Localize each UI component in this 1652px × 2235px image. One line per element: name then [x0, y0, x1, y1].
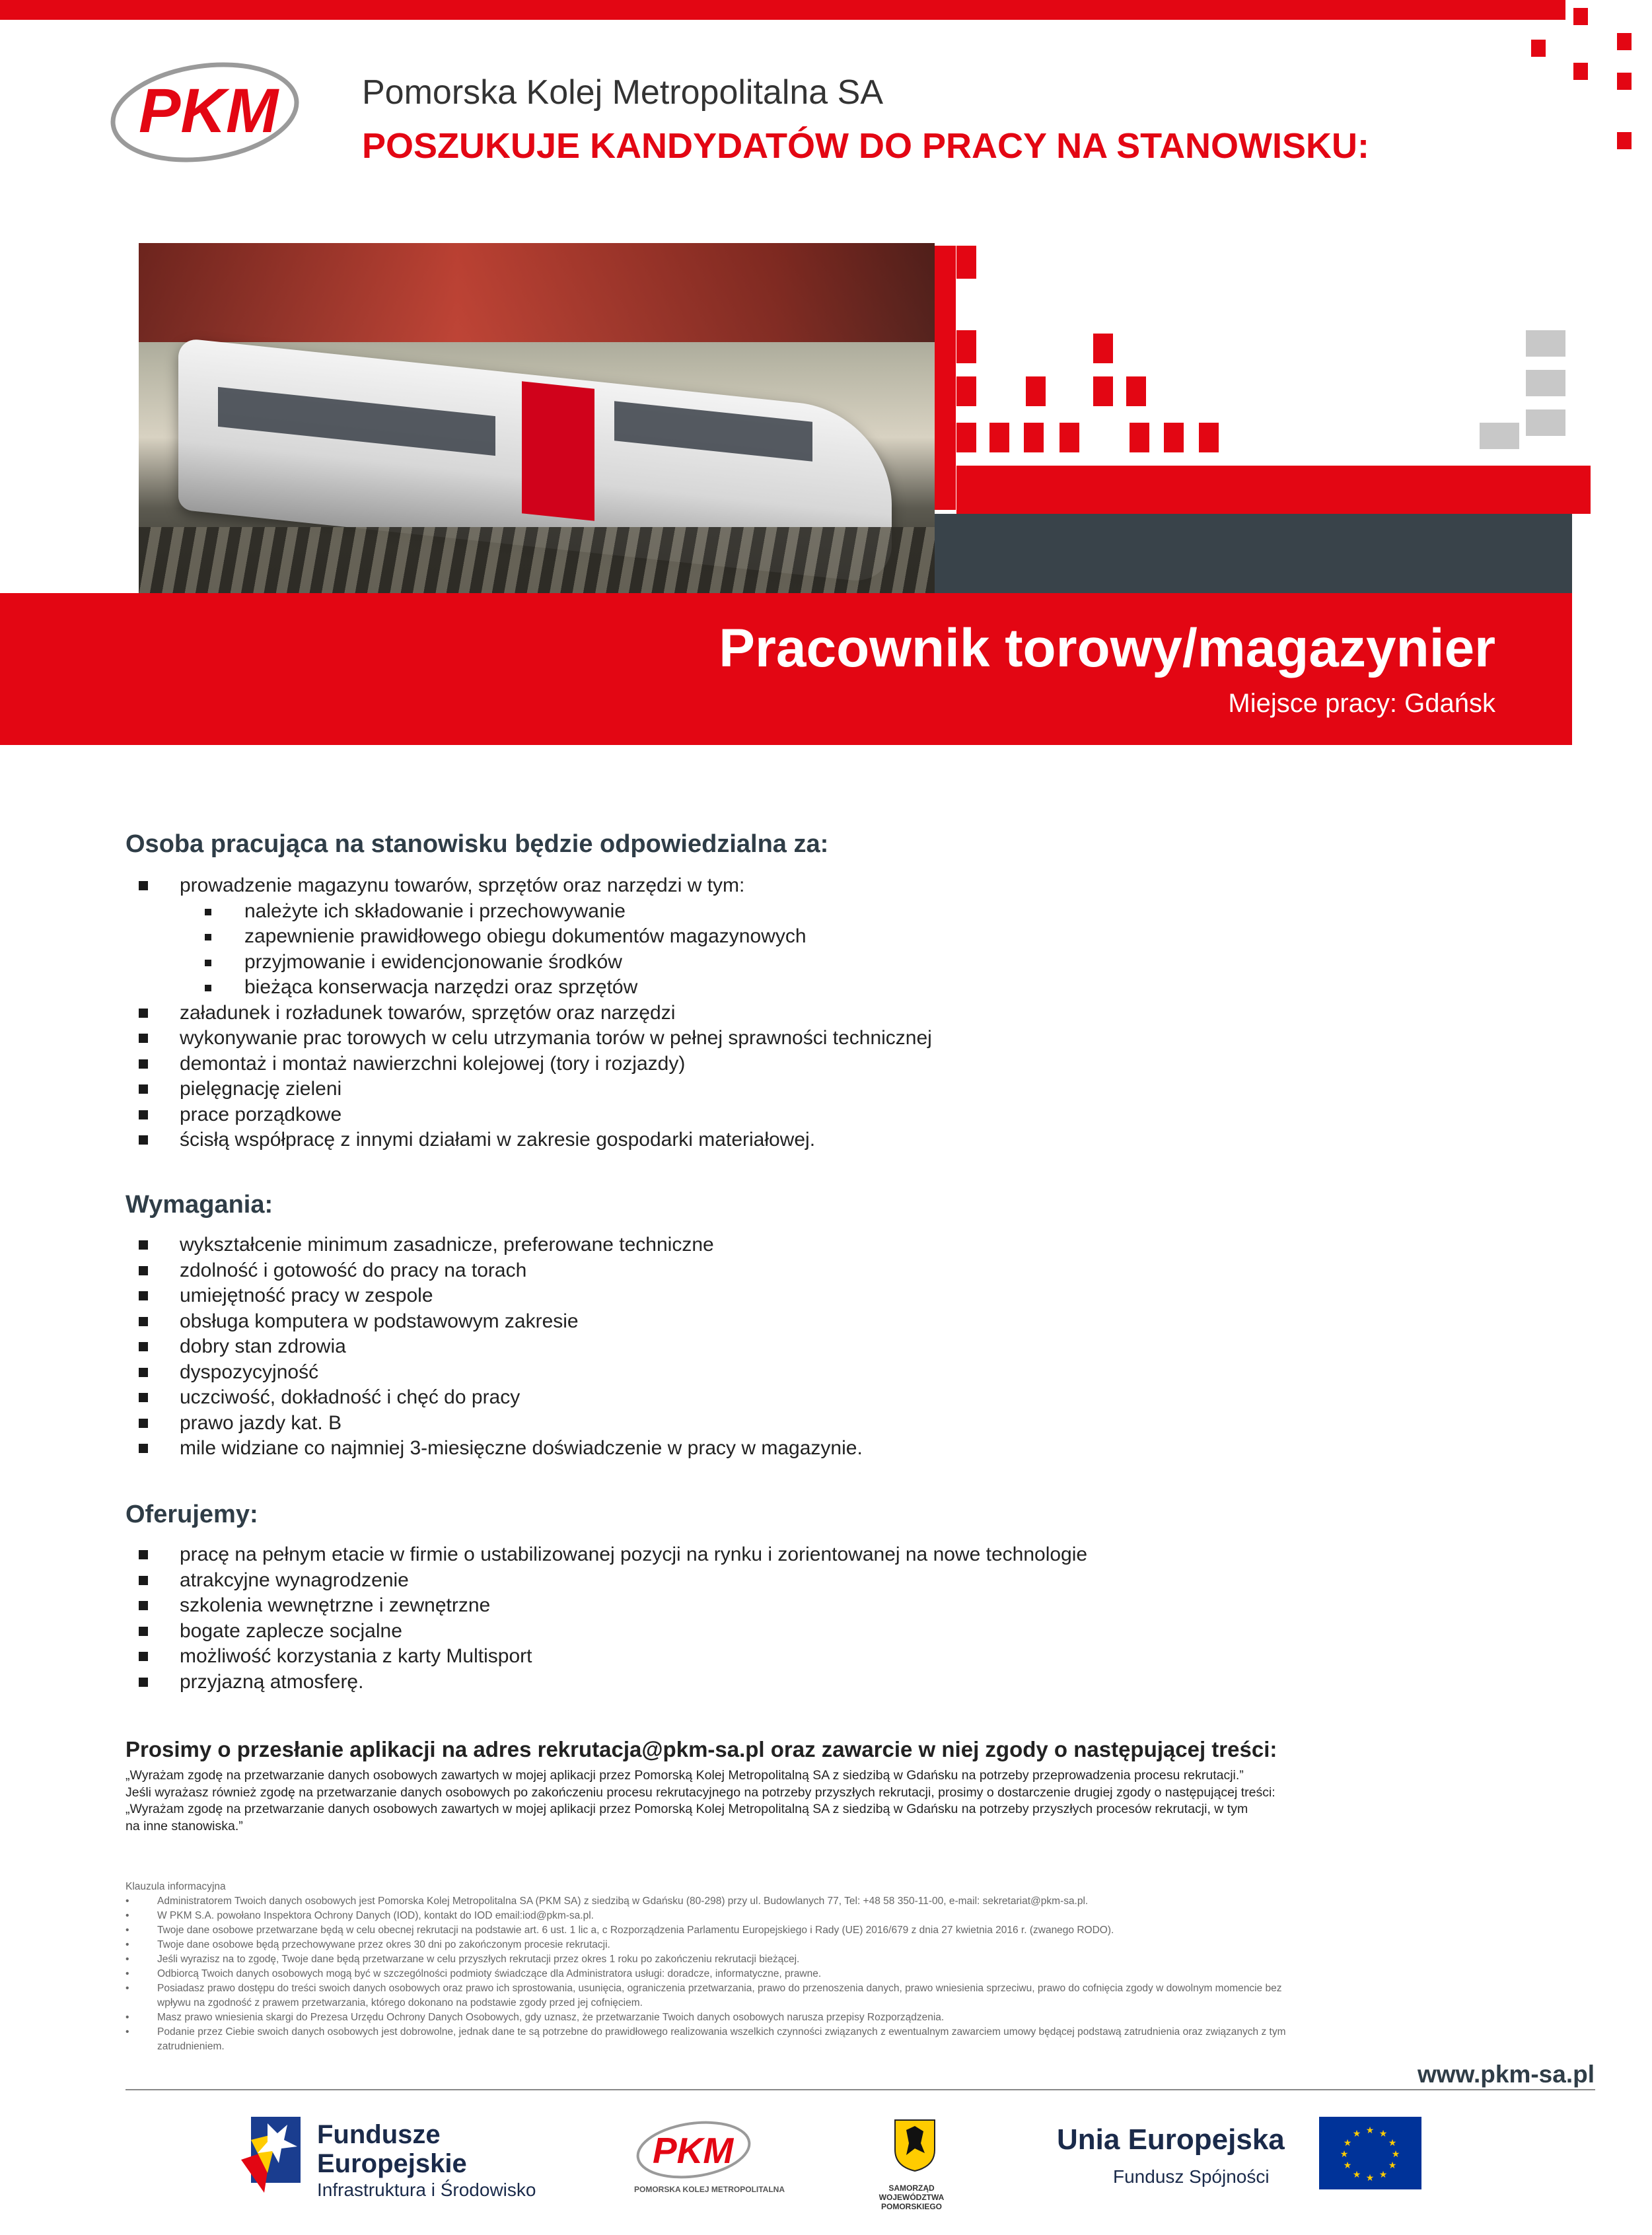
- responsibilities-heading: Osoba pracująca na stanowisku będzie odpowiedzialna za:: [126, 830, 829, 858]
- svg-text:★: ★: [1379, 2129, 1388, 2139]
- pomorskie-caption: SAMORZĄD WOJEWÓDZTWA POMORSKIEGO: [879, 2183, 945, 2211]
- pkm-caption: POMORSKA KOLEJ METROPOLITALNA: [634, 2185, 785, 2194]
- clause-item: • Twoje dane osobowe przetwarzane będą w celu obecnej rekrutacji na podstawie art. 6 ust. 1 lic a, c Rozporządzenia Parlamentu Europejskiego i Rady (UE) 2016/679 z dnia 27 kwietnia 2016 r. (zwanego RODO).: [126, 1923, 1546, 1938]
- list-item: dyspozycyjność: [139, 1360, 863, 1386]
- fe-subtitle: Infrastruktura i Środowisko: [317, 2180, 536, 2200]
- pomorskie-coat-of-arms: [892, 2117, 938, 2173]
- consent-line: Jeśli wyrażasz również zgodę na przetwarzanie danych osobowych po zakończeniu procesu rekrutacyjnego na potrzeby przyszłych rekrutacji, prosimy o dostarczenie drugiej zgody o następującej treści:: [126, 1785, 1275, 1800]
- clause-item: • Jeśli wyrazisz na to zgodę, Twoje dane będą przetwarzane w celu przyszłych rekrutacji przez okres 1 roku po zakończeniu rekrutacji bieżącej.: [126, 1952, 1546, 1967]
- clause-item: • Administratorem Twoich danych osobowych jest Pomorska Kolej Metropolitalna SA (PKM SA) z siedzibą w Gdańsku (80-298) przy ul. Budowlanych 77, Tel: +48 58 350-11-00, e-mail: sekretariat@pkm-sa.pl.: [126, 1894, 1546, 1909]
- seeking-heading: POSZUKUJE KANDYDATÓW DO PRACY NA STANOWISKU:: [362, 126, 1370, 166]
- consent-line: na inne stanowiska.”: [126, 1818, 243, 1833]
- svg-text:★: ★: [1340, 2149, 1349, 2160]
- svg-text:★: ★: [1343, 2160, 1352, 2171]
- requirements-list: [139, 1232, 863, 1462]
- list-item: przyjmowanie i ewidencjonowanie środków: [139, 950, 932, 976]
- list-item: atrakcyjne wynagrodzenie: [139, 1568, 1087, 1594]
- list-item: bogate zaplecze socjalne: [139, 1619, 1087, 1645]
- list-item: prawo jazdy kat. B: [139, 1411, 863, 1437]
- clause-item: • Odbiorcą Twoich danych osobowych mogą być w szczególności podmioty świadczące dla Administratora usługi: doradcze, informatyczne, prawne.: [126, 1967, 1546, 1981]
- clause-item: • Podanie przez Ciebie swoich danych osobowych jest dobrowolne, jednak dane te są potrzebne do prawidłowego realizowania wszelkich czynności związanych z ewentualnym zawarciem umowy będącej podstawą zatrudnienia oraz związanych z tym: [126, 2025, 1546, 2040]
- job-title: Pracownik torowy/magazynier: [719, 618, 1495, 678]
- hero-train-photo: [139, 243, 935, 596]
- list-item: zapewnienie prawidłowego obiegu dokumentów magazynowych: [139, 924, 932, 950]
- list-item: zdolność i gotowość do pracy na torach: [139, 1258, 863, 1284]
- top-red-bar: [0, 0, 1565, 20]
- list-item: prace porządkowe: [139, 1102, 932, 1128]
- list-item: ścisłą współpracę z innymi działami w zakresie gospodarki materiałowej.: [139, 1127, 932, 1153]
- svg-text:★: ★: [1391, 2149, 1400, 2160]
- ue-title: Unia Europejska: [1057, 2123, 1285, 2156]
- list-item: należyte ich składowanie i przechowywanie: [139, 899, 932, 925]
- responsibilities-list: [139, 873, 932, 1153]
- fe-title: Fundusze Europejskie: [317, 2120, 467, 2178]
- svg-text:★: ★: [1388, 2160, 1397, 2171]
- list-item: dobry stan zdrowia: [139, 1334, 863, 1360]
- pkm-logo: [106, 40, 304, 185]
- list-item: demontaż i montaż nawierzchni kolejowej (tory i rozjazdy): [139, 1051, 932, 1077]
- list-item: wykształcenie minimum zasadnicze, preferowane techniczne: [139, 1232, 863, 1258]
- svg-text:★: ★: [1379, 2170, 1388, 2180]
- clause-item: • Masz prawo wniesienia skargi do Prezesa Urzędu Ochrony Danych Osobowych, gdy uznasz, że przetwarzanie Twoich danych osobowych narusza przepisy Rozporządzenia.: [126, 2010, 1546, 2025]
- list-item: szkolenia wewnętrzne i zewnętrzne: [139, 1593, 1087, 1619]
- information-clause: [126, 1880, 1546, 2054]
- list-item: przyjazną atmosferę.: [139, 1670, 1087, 1695]
- consent-line: „Wyrażam zgodę na przetwarzanie danych osobowych zawartych w mojej aplikacji przez Pomorską Kolej Metropolitalną SA z siedzibą w Gdańsku na potrzeby przyszłych procesów rekrutacji, w tym: [126, 1802, 1248, 1816]
- ue-subtitle: Fundusz Spójności: [1113, 2166, 1270, 2187]
- svg-text:★: ★: [1352, 2170, 1361, 2180]
- pkm-footer-logo: [634, 2113, 753, 2186]
- eu-flag: [1319, 2117, 1421, 2189]
- clause-item-continued: wpływu na zgodność z prawem przetwarzania, którego dokonano na podstawie zgody przed jej cofnięciem.: [157, 1997, 643, 2008]
- list-item: umiejętność pracy w zespole: [139, 1283, 863, 1309]
- svg-text:★: ★: [1352, 2129, 1361, 2139]
- list-item: obsługa komputera w podstawowym zakresie: [139, 1309, 863, 1335]
- footer-divider: [126, 2089, 1595, 2090]
- list-item: pracę na pełnym etacie w firmie o ustabilizowanej pozycji na rynku i zorientowanej na nowe technologie: [139, 1542, 1087, 1568]
- list-item: uczciwość, dokładność i chęć do pracy: [139, 1385, 863, 1411]
- job-location: Miejsce pracy: Gdańsk: [1228, 689, 1495, 718]
- fundusze-europejskie-logo: [238, 2110, 310, 2196]
- clause-item-continued: zatrudnieniem.: [157, 2041, 225, 2052]
- clause-item: • W PKM S.A. powołano Inspektora Ochrony Danych (IOD), kontakt do IOD email:iod@pkm-sa.pl.: [126, 1909, 1546, 1923]
- clause-title: Klauzula informacyjna: [126, 1881, 226, 1892]
- svg-text:PKM: PKM: [653, 2130, 734, 2171]
- requirements-heading: Wymagania:: [126, 1191, 273, 1219]
- clause-item: • Twoje dane osobowe będą przechowywane przez okres 30 dni po zakończonym procesie rekrutacji.: [126, 1938, 1546, 1952]
- clause-item: • Posiadasz prawo dostępu do treści swoich danych osobowych oraz prawo ich sprostowania, usunięcia, ograniczenia przetwarzania, prawo do przenoszenia danych, prawo wniesienia sprzeciwu, prawo do cofnięcia zgody w dowolnym momencie bez: [126, 1981, 1546, 1996]
- pkm-logo-text: PKM: [139, 76, 279, 146]
- company-name: Pomorska Kolej Metropolitalna SA: [362, 73, 884, 112]
- list-item: pielęgnację zieleni: [139, 1077, 932, 1102]
- svg-text:★: ★: [1365, 2125, 1375, 2136]
- list-item: bieżąca konserwacja narzędzi oraz sprzętów: [139, 975, 932, 1001]
- offer-heading: Oferujemy:: [126, 1501, 258, 1528]
- offer-list: [139, 1542, 1087, 1695]
- list-item: możliwość korzystania z karty Multisport: [139, 1644, 1087, 1670]
- list-item: prowadzenie magazynu towarów, sprzętów oraz narzędzi w tym:: [139, 873, 932, 899]
- list-item: załadunek i rozładunek towarów, sprzętów oraz narzędzi: [139, 1001, 932, 1026]
- consent-line: „Wyrażam zgodę na przetwarzanie danych osobowych zawartych w mojej aplikacji przez Pomorską Kolej Metropolitalną SA z siedzibą w Gdańsku na potrzeby przeprowadzenia procesu rekrutacji.”: [126, 1768, 1244, 1783]
- website-link[interactable]: www.pkm-sa.pl: [1418, 2061, 1595, 2088]
- list-item: mile widziane co najmniej 3-miesięczne doświadczenie w pracy w magazynie.: [139, 1436, 863, 1462]
- svg-text:★: ★: [1343, 2138, 1352, 2148]
- consent-text: [126, 1767, 1546, 1835]
- list-item: wykonywanie prac torowych w celu utrzymania torów w pełnej sprawności technicznej: [139, 1026, 932, 1051]
- application-heading: Prosimy o przesłanie aplikacji na adres rekrutacja@pkm-sa.pl oraz zawarcie w niej zgody o następującej treści:: [126, 1737, 1277, 1761]
- svg-text:★: ★: [1365, 2173, 1375, 2183]
- svg-text:★: ★: [1388, 2138, 1397, 2148]
